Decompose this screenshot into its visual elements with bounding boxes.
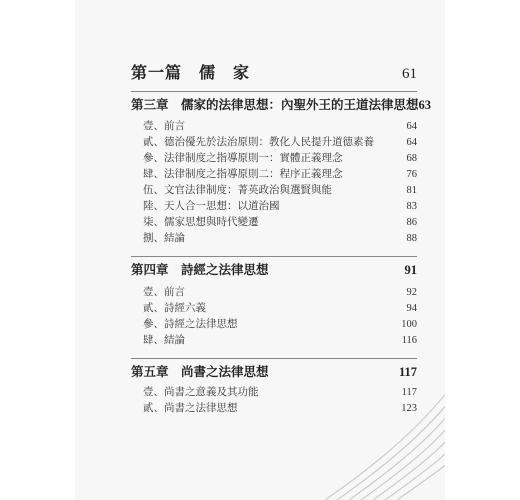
entry-label: 捌、結論 bbox=[143, 232, 185, 244]
entry-page-number: 94 bbox=[406, 303, 417, 314]
toc-entry bbox=[143, 134, 417, 149]
toc-entry bbox=[143, 384, 417, 399]
entry-label: 伍、文官法律制度：菁英政治與選賢與能 bbox=[143, 184, 332, 196]
chapter-divider bbox=[131, 91, 417, 92]
entry-label: 壹、前言 bbox=[143, 120, 185, 132]
entry-label: 肆、法律制度之指導原則二：程序正義理念 bbox=[143, 168, 343, 180]
entry-page-number: 116 bbox=[401, 335, 417, 346]
entry-label: 柒、儒家思想與時代變遷 bbox=[143, 216, 259, 228]
entry-label: 貳、德治優先於法治原則：教化人民提升道德素養 bbox=[143, 136, 374, 148]
part-page-number: 61 bbox=[402, 66, 417, 82]
chapter-divider bbox=[131, 256, 417, 257]
toc-entry bbox=[143, 166, 417, 181]
part-heading bbox=[131, 60, 417, 84]
entry-page-number: 123 bbox=[401, 403, 417, 414]
entry-page-number: 86 bbox=[406, 217, 417, 228]
toc-entry bbox=[143, 332, 417, 347]
entry-label: 壹、尚書之意義及其功能 bbox=[143, 386, 259, 398]
entry-label: 陸、天人合一思想：以道治國 bbox=[143, 200, 280, 212]
toc-entry bbox=[143, 300, 417, 315]
toc-entry bbox=[143, 150, 417, 165]
part-title: 第一篇 儒 家 bbox=[131, 63, 251, 82]
toc-entry bbox=[143, 214, 417, 229]
chapter-title: 第五章 尚書之法律思想 bbox=[131, 364, 269, 379]
entry-page-number: 88 bbox=[406, 233, 417, 244]
chapter-page-number: 117 bbox=[398, 365, 417, 379]
toc-entry bbox=[143, 230, 417, 245]
chapter-divider bbox=[131, 358, 417, 359]
toc-entry bbox=[143, 118, 417, 133]
entry-label: 肆、結論 bbox=[143, 334, 185, 346]
toc-entry bbox=[143, 400, 417, 415]
chapter-heading bbox=[131, 362, 417, 380]
entry-page-number: 64 bbox=[406, 121, 417, 132]
toc-entry bbox=[143, 284, 417, 299]
toc-entry bbox=[143, 198, 417, 213]
entry-page-number: 83 bbox=[406, 201, 417, 212]
entry-label: 壹、前言 bbox=[143, 286, 185, 298]
entry-page-number: 76 bbox=[406, 169, 417, 180]
entry-label: 貳、尚書之法律思想 bbox=[143, 402, 238, 414]
chapter-title: 第四章 詩經之法律思想 bbox=[131, 262, 269, 277]
entry-page-number: 117 bbox=[401, 387, 417, 398]
toc-entry bbox=[143, 316, 417, 331]
chapter-heading bbox=[131, 260, 417, 278]
toc-entry bbox=[143, 182, 417, 197]
entry-label: 貳、詩經六義 bbox=[143, 302, 206, 314]
entry-page-number: 68 bbox=[406, 153, 417, 164]
entry-page-number: 100 bbox=[401, 319, 417, 330]
chapter-page-number: 63 bbox=[418, 98, 432, 112]
entry-label: 參、法律制度之指導原則一：實體正義理念 bbox=[143, 152, 343, 164]
chapter-heading bbox=[131, 95, 432, 113]
entry-page-number: 92 bbox=[406, 287, 417, 298]
chapter-title: 第三章 儒家的法律思想：內聖外王的王道法律思想 bbox=[131, 97, 419, 112]
entry-page-number: 81 bbox=[406, 185, 417, 196]
book-page bbox=[75, 0, 445, 500]
entry-label: 參、詩經之法律思想 bbox=[143, 318, 238, 330]
chapter-page-number: 91 bbox=[404, 263, 417, 277]
entry-page-number: 64 bbox=[406, 137, 417, 148]
